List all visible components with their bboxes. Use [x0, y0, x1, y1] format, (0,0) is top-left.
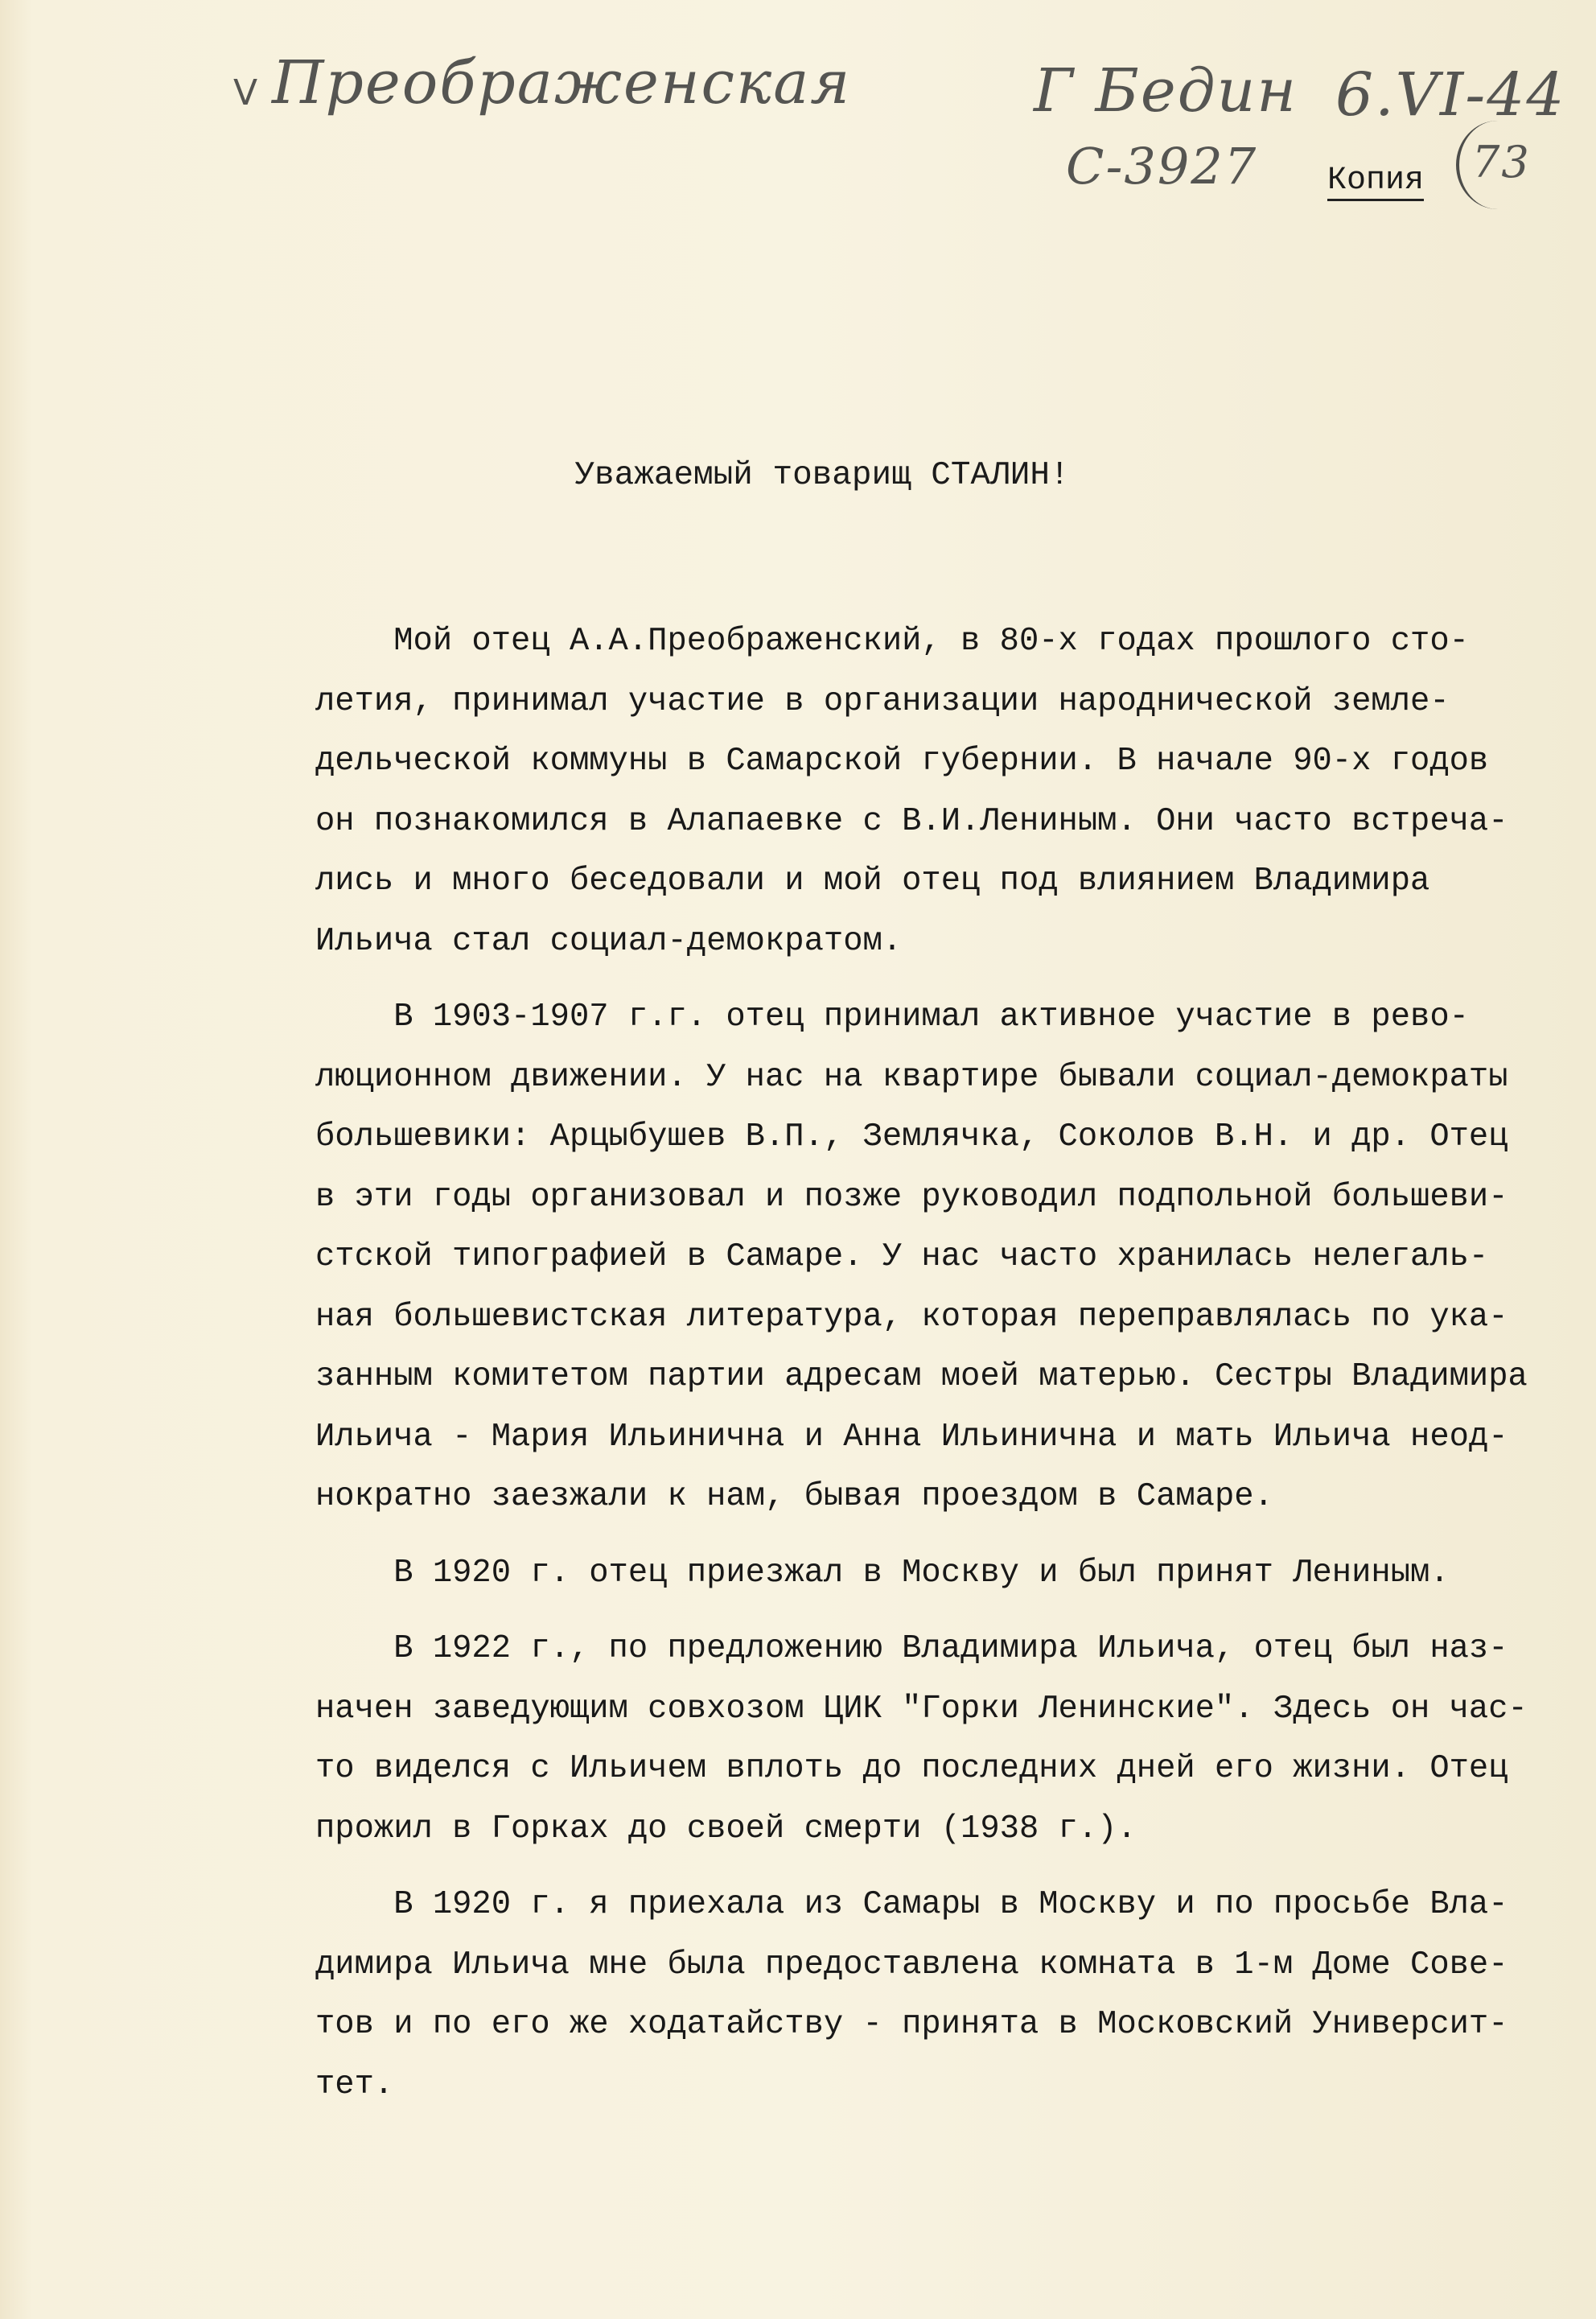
paragraph-4 [315, 1619, 1554, 1859]
text-line: Ильича стал социал-демократом. [315, 922, 903, 960]
text-line: В 1922 г., по предложению Владимира Ильича, отец был наз- [315, 1630, 1508, 1667]
text-line: тет. [315, 2066, 394, 2103]
paragraph-1 [315, 612, 1554, 971]
text-line: В 1920 г. я приехала из Самары в Москву и по просьбе Вла- [315, 1886, 1508, 1923]
text-line: прожил в Горках до своей смерти (1938 г.). [315, 1810, 1137, 1847]
handwritten-registration-number: С-3927 [1066, 137, 1258, 196]
copy-label: Копия [1327, 165, 1424, 201]
text-line: стской типографией в Самаре. У нас часто хранилась нелегаль- [315, 1238, 1489, 1275]
letter-body [315, 612, 1554, 2115]
handwritten-folio-number: 73 [1472, 137, 1531, 187]
text-line: димира Ильича мне была предоставлена комната в 1-м Доме Сове- [315, 1946, 1508, 1983]
text-line: в эти годы организовал и позже руководил подпольной большеви- [315, 1178, 1508, 1216]
text-line: то виделся с Ильичем вплоть до последних дней его жизни. Отец [315, 1750, 1508, 1787]
text-line: лись и много беседовали и мой отец под влиянием Владимира [315, 863, 1430, 900]
text-line: начен заведующим совхозом ЦИК "Горки Ленинские". Здесь он час- [315, 1690, 1528, 1728]
paragraph-5 [315, 1875, 1554, 2115]
text-line: люционном движении. У нас на квартире бывали социал-демократы [315, 1058, 1508, 1096]
handwritten-date: 6.VI-44 [1335, 60, 1566, 130]
text-line: Мой отец А.А.Преображенский, в 80-х годах прошлого сто- [315, 623, 1469, 660]
text-line: ная большевистская литература, которая переправлялась по ука- [315, 1298, 1508, 1336]
handwritten-name-note: Преображенская [272, 48, 852, 117]
handwritten-resolution: Г Бедин [1034, 56, 1298, 126]
text-line: летия, принимал участие в организации народнической земле- [315, 682, 1450, 720]
text-line: тов и по его же ходатайству - принята в Московский Университ- [315, 2006, 1508, 2043]
text-line: он познакомился в Алапаевке с В.И.Лениным. Они часто встреча- [315, 802, 1508, 840]
text-line: В 1903-1907 г.г. отец принимал активное участие в рево- [315, 999, 1469, 1036]
text-line: большевики: Арцыбушев В.П., Землячка, Соколов В.Н. и др. Отец [315, 1118, 1508, 1155]
text-line: дельческой коммуны в Самарской губернии. В начале 90-х годов [315, 743, 1489, 780]
text-line: Ильича - Мария Ильинична и Анна Ильинична и мать Ильича неод- [315, 1418, 1508, 1456]
handwritten-check-mark: V [233, 72, 260, 113]
paragraph-2 [315, 987, 1554, 1527]
text-line: В 1920 г. отец приезжал в Москву и был принят Лениным. [315, 1554, 1450, 1592]
paragraph-3 [315, 1543, 1554, 1604]
text-line: занным комитетом партии адресам моей матерью. Сестры Владимира [315, 1358, 1528, 1395]
salutation: Уважаемый товарищ СТАЛИН! [574, 457, 1070, 494]
text-line: нократно заезжали к нам, бывая проездом в Самаре. [315, 1478, 1273, 1515]
